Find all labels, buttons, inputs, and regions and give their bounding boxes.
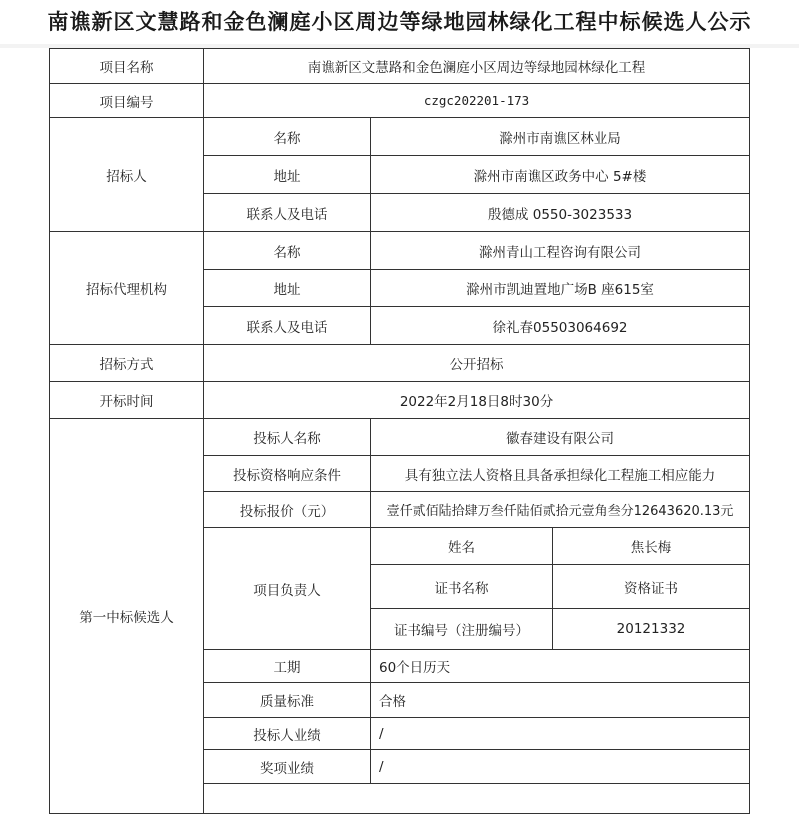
bid-candidate-table [49,48,750,814]
tenderer-contact-value: 殷德成 0550-3023533 [371,194,750,232]
qualification-value: 具有独立法人资格且具备承担绿化工程施工相应能力 [371,456,750,492]
project-name-value: 南谯新区文慧路和金色澜庭小区周边等绿地园林绿化工程 [204,49,750,84]
period-value: 60个日历天 [371,650,750,683]
manager-name-value: 焦长梅 [553,528,750,565]
table-row [50,49,750,84]
tenderer-address-label: 地址 [204,156,371,194]
method-value: 公开招标 [204,345,750,382]
table-row [50,419,750,456]
cert-no-value: 20121332 [553,609,750,650]
manager-name-label: 姓名 [371,528,553,565]
cert-name-label: 证书名称 [371,565,553,609]
agency-address-value: 滁州市凯迪置地广场B 座615室 [371,270,750,307]
tenderer-name-value: 滁州市南谯区林业局 [371,118,750,156]
table-row [50,84,750,118]
table-row [50,382,750,419]
project-no-label: 项目编号 [50,84,204,118]
open-time-value: 2022年2月18日8时30分 [204,382,750,419]
agency-label: 招标代理机构 [50,232,204,345]
method-label: 招标方式 [50,345,204,382]
agency-contact-value: 徐礼春05503064692 [371,307,750,345]
announcement-sheet [49,48,750,788]
bid-price-value: 壹仟贰佰陆拾肆万叁仟陆佰贰拾元壹角叁分12643620.13元 [371,492,750,528]
award-value: / [371,750,750,784]
cert-name-value: 资格证书 [553,565,750,609]
table-row [50,345,750,382]
candidate-label: 第一中标候选人 [50,419,204,814]
agency-contact-label: 联系人及电话 [204,307,371,345]
table-row [50,118,750,156]
project-no-value: czgc202201-173 [204,84,750,118]
performance-label: 投标人业绩 [204,718,371,750]
tenderer-label: 招标人 [50,118,204,232]
period-label: 工期 [204,650,371,683]
quality-value: 合格 [371,683,750,718]
project-name-label: 项目名称 [50,49,204,84]
table-row [50,232,750,270]
agency-name-label: 名称 [204,232,371,270]
agency-address-label: 地址 [204,270,371,307]
page-title: 南谯新区文慧路和金色澜庭小区周边等绿地园林绿化工程中标候选人公示 [47,9,752,34]
agency-name-value: 滁州青山工程咨询有限公司 [371,232,750,270]
table-row-continuation [204,784,750,814]
performance-value: / [371,718,750,750]
open-time-label: 开标时间 [50,382,204,419]
tenderer-address-value: 滁州市南谯区政务中心 5#楼 [371,156,750,194]
tenderer-name-label: 名称 [204,118,371,156]
award-label: 奖项业绩 [204,750,371,784]
project-manager-label: 项目负责人 [204,528,371,650]
bid-price-label: 投标报价（元） [204,492,371,528]
qualification-label: 投标资格响应条件 [204,456,371,492]
tenderer-contact-label: 联系人及电话 [204,194,371,232]
bidder-name-label: 投标人名称 [204,419,371,456]
cert-no-label: 证书编号（注册编号） [371,609,553,650]
bidder-name-value: 徽春建设有限公司 [371,419,750,456]
quality-label: 质量标准 [204,683,371,718]
